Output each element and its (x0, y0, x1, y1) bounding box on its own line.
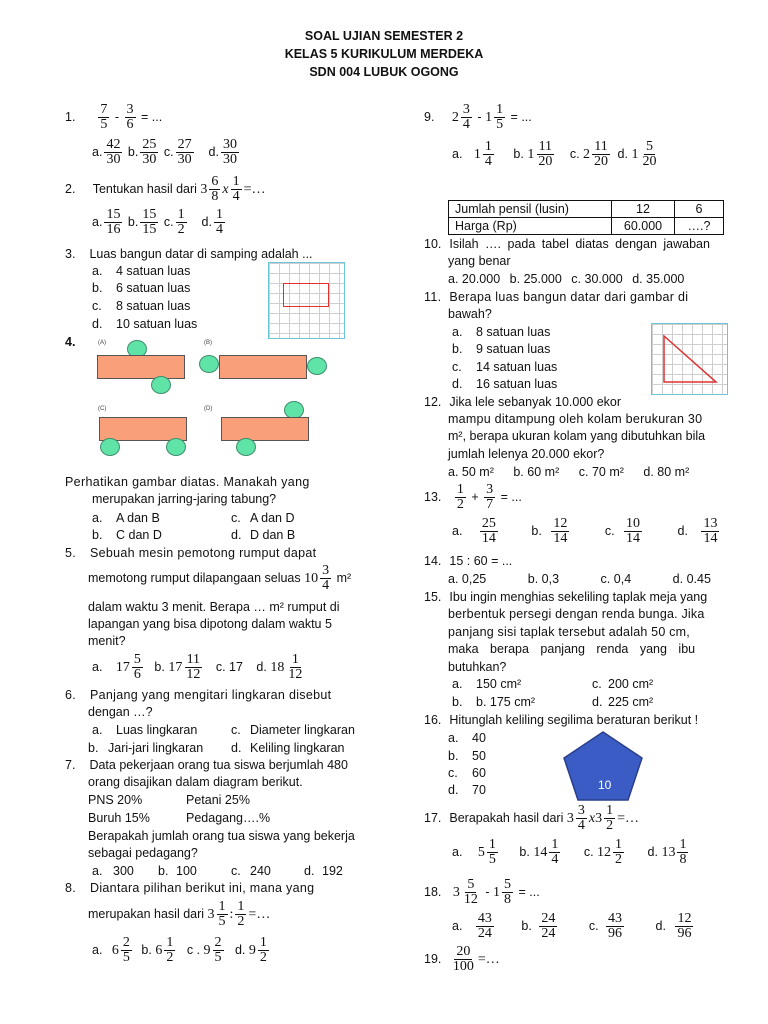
figure-label: (D) (204, 406, 213, 412)
q5-line2: memotong rumput dilapangaan seluas 10 $\frac{3}{4}$ m² (88, 563, 352, 593)
fraction: $\frac{3}{6}$ (126, 102, 134, 132)
q15-text: butuhkan? (448, 660, 507, 674)
q2-options: a. $\frac{15}{16}$ b. $\frac{15}{15}$ c. $\frac{1}{2}$ d. $\frac{1}{4}$ (92, 207, 223, 237)
question-1: 1. $\frac{7}{5}$ - $\frac{3}{6}$ = ... (65, 102, 163, 132)
figure-label: (C) (98, 406, 107, 412)
rectangle-shape (219, 355, 307, 379)
table-cell: ….? (675, 218, 724, 235)
option-label: c. (92, 299, 102, 313)
question-7: 7. Data pekerjaan orang tua siswa berjumlah 480 (65, 758, 348, 772)
option-label: c. (231, 864, 241, 878)
circle-shape (151, 376, 171, 394)
q4-text: merupakan jarring-jaring tabung? (92, 492, 277, 506)
q12-text: mampu ditampung oleh kolam berukuran 30 (448, 412, 703, 426)
q5-options: a. 17 $\frac{5}{6}$ b. 17 $\frac{11}{12}$ c. 17 d. 18 $\frac{1}{12}$ (92, 652, 303, 682)
question-18: 18. 3 $\frac{5}{12}$ - 1 $\frac{5}{8}$ = ... (424, 877, 540, 907)
q17-options: a. 5 $\frac{1}{5}$ b. 14 $\frac{1}{4}$ c. 12 $\frac{1}{2}$ d. 13 $\frac{1}{8}$ (452, 837, 687, 867)
option-text: 300 (113, 864, 134, 878)
q6-text: dengan …? (88, 705, 153, 719)
option-label: a. (452, 677, 463, 691)
data-item: Petani 25% (186, 793, 250, 807)
rectangle-shape (221, 417, 309, 441)
circle-shape (166, 438, 186, 456)
q5-text: dalam waktu 3 menit. Berapa … m² rumput di (88, 600, 340, 614)
option-label: d. (304, 864, 315, 878)
data-item: PNS 20% (88, 793, 143, 807)
option-text: 8 satuan luas (476, 325, 551, 339)
q7-text: sebagai pedagang? (88, 846, 198, 860)
question-11: 11. Berapa luas bangun datar dari gambar di (424, 290, 689, 304)
option-label: d. (448, 783, 459, 797)
option-label: b. (452, 695, 463, 709)
fraction: $\frac{7}{5}$ (100, 102, 108, 132)
q12-options: a. 50 m² b. 60 m² c. 70 m² d. 80 m² (448, 465, 690, 479)
circle-shape (199, 355, 219, 373)
q15-text: maka berapa panjang renda yang ibu (448, 642, 696, 656)
option-text: 9 satuan luas (476, 342, 551, 356)
option-label: b. (158, 864, 169, 878)
option-label: a. (92, 264, 103, 278)
option-text: A dan D (250, 511, 295, 525)
option-label: c. (231, 723, 241, 737)
question-16: 16. Hitunglah keliling segilima beraturan berikut ! (424, 713, 699, 727)
option-text: 192 (322, 864, 343, 878)
option-label: c. (592, 677, 602, 691)
option-label: b. (92, 281, 103, 295)
header-line3: SDN 004 LUBUK OGONG (309, 65, 459, 79)
q12-text: m², berapa ukuran kolam yang dibutuhkan bila (448, 429, 706, 443)
q-number: 1. (65, 109, 76, 124)
option-text: C dan D (116, 528, 162, 542)
option-label: a. (92, 511, 103, 525)
pencil-price-table (448, 200, 724, 235)
option-text: 6 satuan luas (116, 281, 191, 295)
q4-text: Perhatikan gambar diatas. Manakah yang (65, 475, 310, 489)
circle-shape (307, 357, 327, 375)
option-text: 8 satuan luas (116, 299, 191, 313)
option-text: Jari-jari lingkaran (108, 741, 204, 755)
q9-options: a. 1 $\frac{1}{4}$ b. 1 $\frac{11}{20}$ c. 2 $\frac{11}{20}$ d. 1 $\frac{5}{20}$ (452, 139, 657, 169)
option-text: A dan B (116, 511, 160, 525)
q-number: 4. (65, 335, 76, 349)
option-label: d. (592, 695, 603, 709)
option-text: 40 (472, 731, 486, 745)
option-text: 240 (250, 864, 271, 878)
question-3: 3. Luas bangun datar di samping adalah ... (65, 247, 313, 261)
option-text: 10 satuan luas (116, 317, 198, 331)
option-label: a. (452, 325, 463, 339)
table-cell: 60.000 (612, 218, 675, 235)
option-text: D dan B (250, 528, 296, 542)
table-cell: Jumlah pensil (lusin) (449, 201, 612, 218)
q10-text: yang benar (448, 254, 511, 268)
option-text: 4 satuan luas (116, 264, 191, 278)
option-text: b. 175 cm² (476, 695, 536, 709)
q5-text: menit? (88, 634, 126, 648)
q15-text: berbentuk persegi dengan renda bunga. Jika (448, 607, 705, 621)
option-text: 16 satuan luas (476, 377, 558, 391)
q7-text: Berapakah jumlah orang tua siswa yang bekerja (88, 829, 355, 843)
question-8: 8. Diantara pilihan berikut ini, mana yang (65, 881, 315, 895)
question-9: 9. 2 $\frac{3}{4}$ - 1 $\frac{1}{5}$ = ... (424, 102, 532, 132)
q11-text: bawah? (448, 307, 492, 321)
figure-label: (B) (204, 340, 212, 346)
q15-text: panjang sisi taplak tersebut adalah 50 cm, (448, 625, 690, 639)
option-text: 225 cm² (608, 695, 654, 709)
circle-shape (236, 438, 256, 456)
q5-text: lapangan yang bisa dipotong dalam waktu 5 (88, 617, 332, 631)
option-text: Keliling lingkaran (250, 741, 345, 755)
q1-options: a. $\frac{42}{30}$ b. $\frac{25}{30}$ c. $\frac{27}{30}$ d. $\frac{30}{30}$ (92, 137, 237, 167)
figure-label: (A) (98, 340, 106, 346)
option-label: d. (231, 741, 242, 755)
question-10: 10. Isilah …. pada tabel diatas dengan jawaban (424, 237, 710, 251)
question-17: 17. Berapakah hasil dari 3 $\frac{3}{4}$ x3 $\frac{1}{2}$ =… (424, 803, 639, 833)
question-14: 14. 15 : 60 = ... (424, 554, 513, 568)
option-label: b. (452, 342, 463, 356)
option-label: c. (452, 360, 462, 374)
option-text: Luas lingkaran (116, 723, 198, 737)
option-label: a. (92, 864, 103, 878)
option-label: d. (452, 377, 463, 391)
circle-shape (100, 438, 120, 456)
rectangle-shape (97, 355, 185, 379)
table-cell: 6 (675, 201, 724, 218)
option-text: 200 cm² (608, 677, 654, 691)
data-item: Pedagang….% (186, 811, 271, 825)
option-label: c. (231, 511, 241, 525)
question-5: 5. Sebuah mesin pemotong rumput dapat (65, 546, 317, 560)
data-item: Buruh 15% (88, 811, 150, 825)
table-cell: Harga (Rp) (449, 218, 612, 235)
option-label: d. (231, 528, 242, 542)
q14-options: a. 0,25 b. 0,3 c. 0,4 d. 0.45 (448, 572, 711, 586)
option-text: 14 satuan luas (476, 360, 558, 374)
pentagon-side-label: 10 (598, 778, 612, 792)
table-cell: 12 (612, 201, 675, 218)
option-text: 150 cm² (476, 677, 522, 691)
question-6: 6. Panjang yang mengitari lingkaran disebut (65, 688, 332, 702)
option-text: 60 (472, 766, 486, 780)
question-13: 13. $\frac{1}{2}$ + $\frac{3}{7}$ = ... (424, 482, 522, 512)
option-label: c. (448, 766, 458, 780)
q18-options: a. $\frac{43}{24}$ b. $\frac{24}{24}$ c. $\frac{43}{96}$ d. $\frac{12}{96}$ (452, 911, 692, 941)
q8-options: a. 6 $\frac{2}{5}$ b. 6 $\frac{1}{2}$ c . 9 $\frac{2}{5}$ d. 9 $\frac{1}{2}$ (92, 935, 267, 965)
table-row (449, 201, 724, 218)
q7-text: orang disajikan dalam diagram berikut. (88, 775, 303, 789)
red-rectangle (283, 283, 329, 307)
option-label: a. (92, 723, 103, 737)
option-label: b. (448, 749, 459, 763)
question-15: 15. Ibu ingin menghias sekeliling taplak meja yang (424, 590, 708, 604)
option-label: b. (92, 528, 103, 542)
option-label: b. (88, 741, 99, 755)
option-text: 70 (472, 783, 486, 797)
question-2: 2. Tentukan hasil dari 3 $\frac{6}{8}$ x $\frac{1}{4}$ =… (65, 174, 266, 204)
option-text: 100 (176, 864, 197, 878)
option-label: d. (92, 317, 103, 331)
question-12: 12. Jika lele sebanyak 10.000 ekor (424, 395, 622, 409)
option-label: a. (448, 731, 459, 745)
red-triangle (652, 324, 727, 394)
option-text: Diameter lingkaran (250, 723, 355, 737)
q10-options: a. 20.000 b. 25.000 c. 30.000 d. 35.000 (448, 272, 685, 286)
header-line2: KELAS 5 KURIKULUM MERDEKA (284, 47, 484, 61)
table-row (449, 218, 724, 235)
q12-text: jumlah lelenya 20.000 ekor? (448, 447, 605, 461)
header-line1: SOAL UJIAN SEMESTER 2 (304, 29, 464, 43)
grid-figure-q11 (651, 323, 728, 395)
option-text: 50 (472, 749, 486, 763)
grid-figure-q3 (268, 262, 345, 339)
question-19: 19. $\frac{20}{100}$ =… (424, 944, 500, 974)
q13-options: a. $\frac{25}{14}$ b. $\frac{12}{14}$ c. $\frac{10}{14}$ d. $\frac{13}{14}$ (452, 516, 718, 546)
q8-line2: merupakan hasil dari 3 $\frac{1}{5}$ : $\frac{1}{2}$ =… (88, 899, 271, 929)
